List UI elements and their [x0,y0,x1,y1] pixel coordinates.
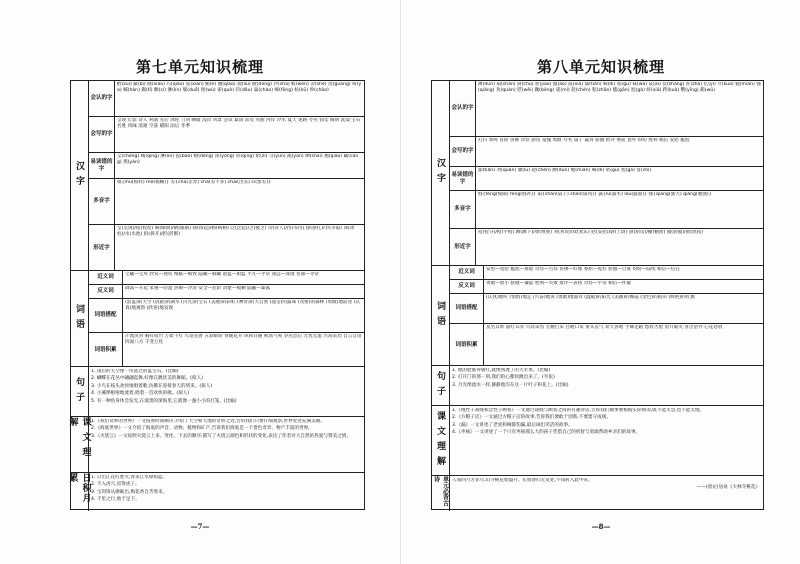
page-title: 第八单元知识梳理 [536,58,665,76]
sentence-item: 1. 他的脸涨得通红,就像熟透了的大苹果。(比喻) [452,368,551,373]
row-label: 形近字 [450,229,476,266]
row-content: 降落—升起 笨重—轻盈 热闹—冷清 安全—危险 清楚—模糊 隐蔽—暴露 [125,286,271,291]
category-label: 词语 [432,266,450,365]
accumulation-item: 4. 千里之行,始于足下。 [91,497,140,503]
row-label: 易读错的字 [89,153,115,178]
row-label: 会写的字 [450,137,476,166]
row-content: 安慰—宽慰 尴尬—难堪 奇怪—古怪 仿佛—好像 委屈—冤枉 骄傲—自豪 纷纷—陆续 相信—信任 [486,267,680,272]
row-content: 勇敢—胆小 骄傲—谦虚 胜利—失败 批评—表扬 奇怪—平常 相信—怀疑 [486,281,632,286]
kewen-section [432,406,763,476]
category-label: 汉字 [432,81,450,265]
row-content: 打扫 奏鸣 冒险 仿佛 奇怪 厨房 羞愧 勇敢 夸奖 扇子 赢得 骄傲 批评 委屈 意外 纷纷 胜利 相信 安慰 尴尬 [478,138,690,143]
hanzi-row [89,117,364,153]
row-label: 多音字 [450,191,476,228]
hanzi-row [89,179,364,225]
row-content: 呈(呈现)/程(程度) 晴(晴朗)/睛(眼睛) 扬(扬起)/杨(杨树) 泛(泛起)/乏(疲乏) 诗(诗人)/待(等待) 挣(挣扎)/争(争取) 冰(冰柱)/水(水池) 拆(拆开)/折(折断) [117,226,355,238]
row-label: 反义词 [89,285,123,298]
lesson-list [452,408,760,473]
lesson-item: 3.《火烧云》一文按照火烧云上来、变化、下去的顺序,描写了火烧云颜色和形状的变化,表达了作者对大自然的热爱与赞美之情。 [91,433,351,439]
ciyu-row [450,266,763,280]
row-content: 汗流浃背 胸有成竹 万紫千红 鸟语花香 五彩缤纷 春暖花开 风和日丽 秋高气爽 争先恐后 无忧无虑 兴高采烈 自言自语 四面八方 千变万化 [125,334,362,346]
row-label: 词语积累 [450,324,484,366]
page-number: —8— [591,522,611,531]
sentence-list [452,368,760,403]
lesson-item: 1.《我们奇妙的世界》一文按照时间顺序,介绍了天空和大地的奇妙之处,告诉我们只要仔细观察,世界处处充满美丽。 [91,419,325,424]
hanzi-row [89,81,364,117]
poem-source: ——(唐)白居易《大林寺桃花》 [696,485,760,491]
lesson-item: 3.《漏》一文讲述了老虎和贼都怕漏,最后闹出笑话的故事。 [452,422,573,428]
row-label: 易读错的字 [450,167,476,190]
row-label: 近义词 [450,266,484,279]
sentence-item: 2. 打开门的那一刻,我们的心都快跳出来了。(夸张) [452,375,555,381]
hanzi-row [89,153,364,179]
ciyu-row [89,271,364,285]
gushi-section [432,476,763,511]
row-label: 词语搭配 [89,299,123,332]
row-content: (认真)地听 (悄悄)地走 (兴奋)地说 (勇敢)地面对 (温暖)的阳光 (美丽)的晚霞 (金色)的稻田 (鲜艳)的红旗 [486,295,695,300]
summary-table [67,80,365,510]
row-content: 抢(抢夺)/枪(手枪) 蹲(蹲下)/尊(尊重) 劝(劝说)/欢(欢乐) 慰(安慰)/尉(上尉) 厨(厨房)/橱(橱窗) 傲(骄傲)/敖(熬夜) [478,230,703,235]
row-label: 词语积累 [89,333,123,367]
lesson-list [91,419,361,470]
lesson-item: 1.《慢性子裁缝和急性子顾客》一文通过裁缝与顾客之间的有趣对话,告诉我们做事要根据实际情况,既不能太急,也不能太慢。 [452,408,705,413]
row-content: 呈(chéng) 蜻(qīng) 淋(lín) 雹(báo) 瞪(dèng) 泳(yǒng) 轻(qīng) 紫(zǐ) 匀(yún) 淹(yān) 晒(shài) 翘(qiào) 藏(cáng) 燕(yàn) [117,154,359,166]
hanzi-row [89,225,364,271]
juzi-section [432,366,763,406]
category-label: 课文理解 [71,417,89,472]
row-label: 会认的字 [89,81,115,116]
row-content: 醉(zuì) 蔽(bì) 晓(xiǎo) 巧(qiǎo) 弦(xián) 鹅(é) 翘(qiào) 溜(liū) 瞪(dèng) 沙(shā) 蚊(wén) 舍(shě) 逛(guàng) 呀(ya) 喊(hǎn) 踢(tī) 雌(cí) 淋(lín) 躲(duǒ) 梧(wú) 雀(què) 抖(dǒu) 巢(cháo) 蜂(fēng) 枯(kū) 吵(chǎo) [117,82,362,94]
hanzi-row [450,229,763,266]
row-label: 多音字 [89,179,115,224]
accumulation-item: 2. 不入虎穴,焉得虎子。 [91,482,140,488]
poem-text: 人间四月芳菲尽,山寺桃花始盛开。长恨春归无觅处,不知转入此中来。 [452,478,593,483]
category-label: 课文理解 [432,406,450,475]
sentence-item: 3. 小鸟在枝头欢快地唱着歌,仿佛在迎接春天的到来。(拟人) [91,383,213,389]
poem-block [452,478,760,509]
page-title: 第七单元知识梳理 [135,58,264,76]
ciyu-row [89,285,364,299]
accumulation-list [91,475,361,509]
category-label: 词语 [71,271,89,366]
riji-section [67,473,364,511]
row-content: 呈现 灯影 诗人 利润 先后 冰柱 刀剑 晒暖 浅岸 风景 尝试 暴雨 雷电 弯曲 河岸 冷水 夏天 迷路 夸奖 仙女 晴朗 洗澡 宝石 名胜 风味 清澈 空荡 暖阳 雨后 冬季 [117,118,361,130]
row-content: 莫名其妙 面红耳赤 兴高采烈 无精打采 目瞪口呆 垂头丧气 欢天喜地 手舞足蹈 愁眉苦脸 眉开眼笑 喜出望外 心花怒放 [486,325,723,330]
ciyu-row [89,299,364,333]
sentence-item: 2. 蝴蝶在花丛中翩翩起舞,好像在跳优美的舞蹈。(拟人) [91,376,203,382]
category-label: 句子 [71,367,89,416]
kewen-section [67,417,364,473]
sentence-item: 3. 月光像流水一样,静静地泻在这一片叶子和花上。(比喻) [452,382,569,388]
summary-table [431,80,764,510]
ciyu-section [432,266,763,366]
ciyu-row [450,280,763,294]
row-content: 模{mú(模样) mó(模糊)} 差{chā(差异) chà(差不多) chāi(出差) cī(参差)} [117,180,271,185]
row-content: 缝{fèng(缝隙) féng(缝补)} 扇{shàn(扇子) shān(扇风)} 露{lù(露水) lòu(露面)} 强{qiáng(强大) qiǎng(勉强)} [478,192,712,197]
row-label: 词语搭配 [450,294,484,323]
ciyu-row [450,324,763,366]
row-label: 近义词 [89,271,123,284]
category-label: 句子 [432,366,450,405]
accumulation-item: 3. 宝剑锋从磨砺出,梅花香自苦寒来。 [91,489,168,495]
juzi-section [71,367,364,417]
accumulation-item: 1. 日出江花红胜火,春来江水绿如蓝。 [91,475,168,480]
row-label: 反义词 [450,280,484,293]
row-label: 会写的字 [89,117,115,152]
hanzi-section [432,81,763,266]
page-unit-8 [400,0,800,564]
hanzi-section [71,81,364,271]
category-label: 汉字 [71,81,89,270]
ciyu-row [89,333,364,367]
hanzi-row [450,81,763,137]
row-label: 会认的字 [450,81,476,136]
lesson-item: 2.《方帽子店》一文通过方帽子店的故事,告诉我们要敢于创新,不要墨守成规。 [452,415,611,421]
row-label: 形近字 [89,225,115,271]
ciyu-row [450,294,763,324]
hanzi-row [450,191,763,229]
row-content: 舔(tiǎn) 劝(quàn) 屡(lǚ) 趁(chèn) 蹲(dūn) 勉(miǎn) 嘀(dí) 咕(gu) 尬(gà) 誓(shì) [478,168,652,173]
row-content: 宝藏—宝库 欣赏—观赏 细腻—细致 隐藏—躲藏 湛蓝—蔚蓝 平凡—平常 深远—深邃 普通—寻常 [125,272,319,277]
lesson-item: 2.《海底世界》一文介绍了海底的声音、动物、植物和矿产,告诉我们海底是一个景色奇异、物产丰富的世界。 [91,426,313,432]
sentence-item: 5. 有一种鱼身体会发光,在漆黑的深海里,它就像一盏小小的灯笼。(比喻) [91,398,237,404]
category-label: 日积月累 [71,473,89,511]
hanzi-row [450,167,763,191]
sentence-list [91,369,361,414]
row-content: (湛蓝)的天空 (清澈)的湖水 (闪光)的宝石 (美丽)的彩虹 (神奇)的大自然 (晶莹)的露珠 (茂密)的森林 (勇敢)地前进 (认真)地观察 (欣喜)地发现 [125,300,361,312]
lesson-item: 4.《枣核》一文讲述了一个只有枣核那么大的孩子凭借自己的机智与勇敢帮助乡亲们的故事。 [452,430,641,436]
row-content: 蹲(dūn) 扇(shàn) 厨(chú) 骄(jiāo) 傲(ào) 霞(xiá) 舔(tiǎn) 嘀(dí) 咕(gū) 袜(wà) 哀(āi) 仗(zhàng) 炸(zhà) 忆(yì) 夸(kuā) 勉(miǎn) 强(qiǎng) 劝(quàn) 慰(wèi) 蹦(bèng) 谜(mí) 趁(chèn) 粘(zhān) 尴(gān) 尬(gà) 虾(xiā) 跨(kuà) 鹦(yīng) 鹉(wǔ) [478,82,761,94]
ciyu-section [71,271,364,367]
sentence-item: 4. 小溪哗啦啦地流着,唱着一首欢快的歌。(拟人) [91,391,190,397]
hanzi-row [450,137,763,167]
page-number: —7— [190,522,210,531]
category-label: 单元必背古诗 [432,476,450,511]
sentence-item: 1. 雨后的天空像一块洗过的蓝宝石。(比喻) [91,369,179,374]
